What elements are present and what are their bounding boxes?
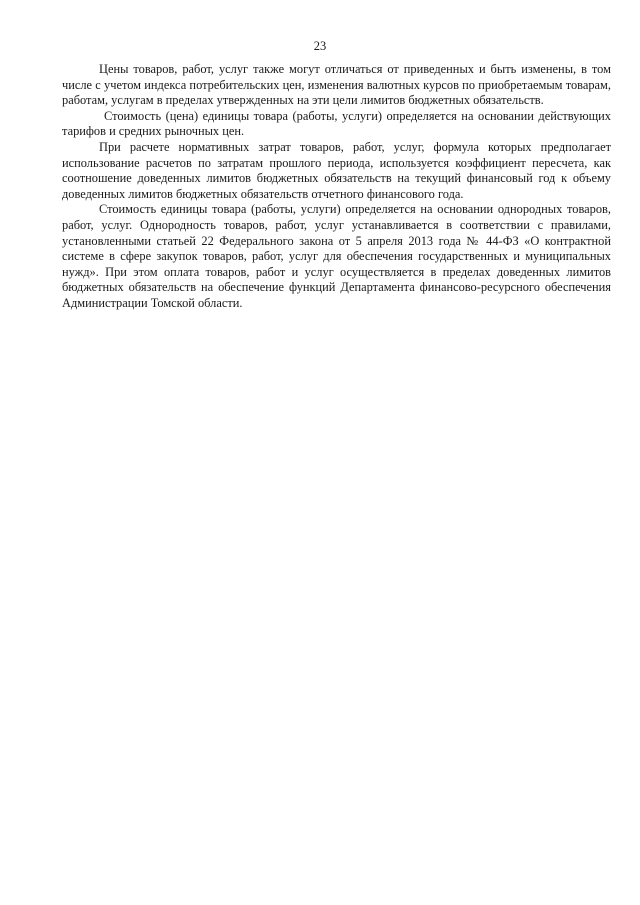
page-number: 23	[313, 39, 327, 53]
paragraph-unit-cost-tariffs: Стоимость (цена) единицы товара (работы, услуги) определяется на основании действующих тарифов и средних рыночных цен.	[62, 108, 611, 139]
paragraph-price-changes: Цены товаров, работ, услуг также могут отличаться от приведенных и быть изменены, в том числе с учетом индекса потребительских цен, изменения валютных курсов по приобретаемым товарам, работам, услугам в пределах утвержденных на эти цели лимитов бюджетных обязательств.	[62, 62, 611, 108]
document-body	[62, 62, 611, 312]
paragraph-homogeneous-goods: Стоимость единицы товара (работы, услуги) определяется на основании однородных товаров, работ, услуг. Однородность товаров, работ, услуг устанавливается в соответствии с правилами, установленными статьей 22 Федерального закона от 5 апреля 2013 года № 44-ФЗ «О контрактной системе в сфере закупок товаров, работ, услуг для обеспечения государственных и муниципальных нужд». При этом оплата товаров, работ и услуг осуществляется в пределах доведенных лимитов бюджетных обязательств на обеспечение функций Департамента финансово-ресурсного обеспечения Администрации Томской области.	[62, 202, 611, 310]
paragraph-recalculation-coefficient: При расчете нормативных затрат товаров, работ, услуг, формула которых предполагает использование расчетов по затратам прошлого периода, используется коэффициент пересчета, как соотношение доведенных лимитов бюджетных обязательств на текущий финансовый год к объему доведенных лимитов бюджетных обязательств отчетного финансового года.	[62, 139, 611, 201]
